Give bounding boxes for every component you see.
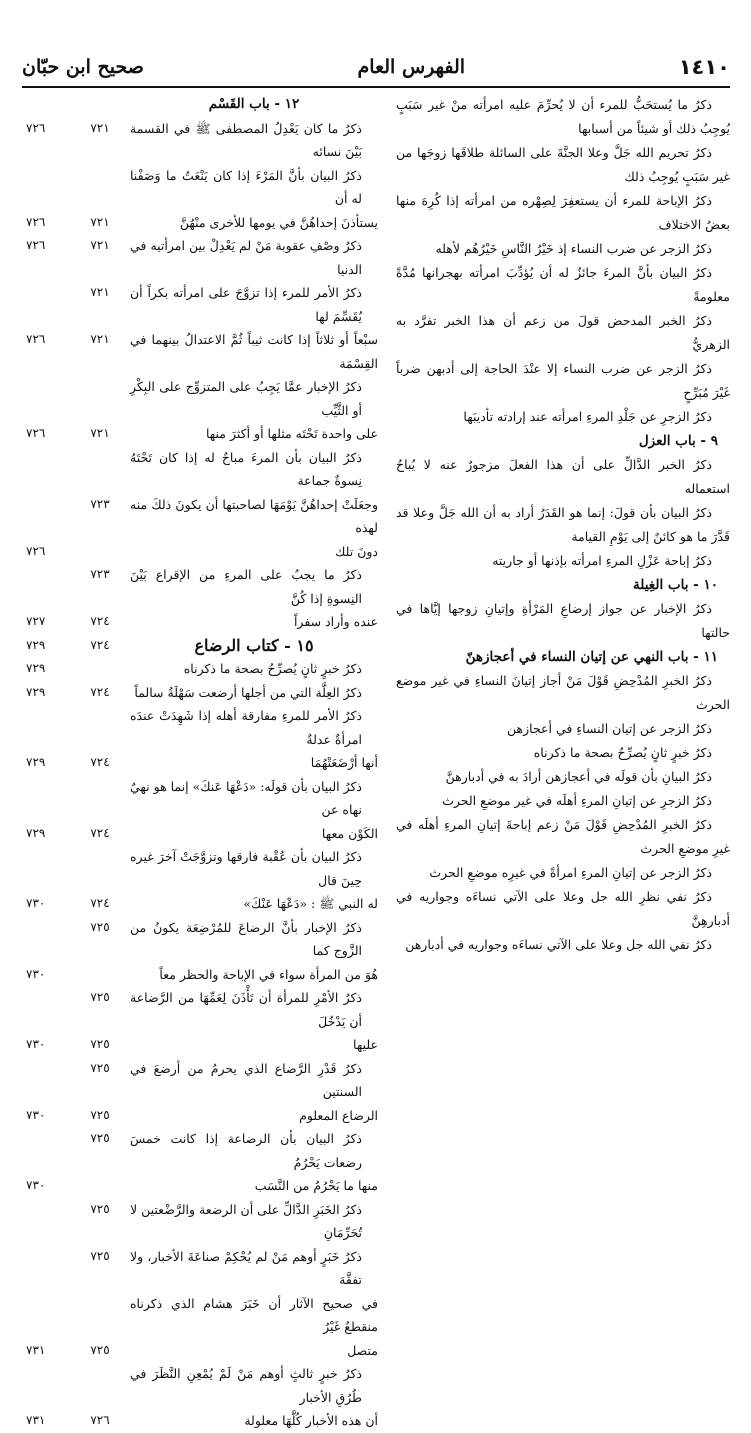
page-reference (26, 1127, 70, 1174)
page-reference: ٧٣٠ (26, 966, 46, 981)
index-entry (26, 1104, 378, 1128)
page-reference (26, 446, 70, 493)
index-entry: ذكرُ الزجرِ عن جَلْدِ المرءِ امرأته عند إرادته تأديبَها (463, 409, 712, 424)
hadith-number: ٧٢٥ (90, 1201, 110, 1216)
entry-text: ذكرُ الأمر للمرء إذا تزوَّجَ على امرأته بكراً أن يُقَسِّمَ لها (130, 285, 362, 324)
index-entry (26, 892, 378, 916)
index-entry: ذكرُ نفي الله جل وعلا على الآتي نساءَه وجواريه في أدبارهن (405, 937, 712, 952)
page-reference: ٧٢٦ (26, 426, 46, 440)
page-reference: ٧٢٦ (26, 543, 46, 558)
hadith-number: ٧٢١ (90, 120, 110, 135)
entry-text: ذكرُ البيان بأن قولَه: «دَعْهَا عَنكَ» إنما هو نهيٌ نهاه عن (130, 778, 362, 817)
chapter-heading: ١٠ - باب الغِيلة (633, 577, 718, 593)
hadith-number: ٧٢٤ (90, 637, 110, 652)
page-reference: ٧٢٦ (26, 332, 46, 346)
index-entry: ذكرُ البيانِ بأن قولَه في أعجازهن أرادَ به في أدبارهنَّ (445, 769, 712, 784)
hadith-number: ٧٢٥ (90, 1037, 110, 1051)
hadith-number (70, 963, 130, 987)
index-entry (26, 1409, 378, 1433)
hadith-number: ٧٢٦ (90, 1413, 110, 1427)
hadith-number: ٧٢٤ (90, 614, 110, 628)
section-title: الفهرس العام (357, 56, 466, 78)
entry-text: ذكرُ البيان بأن المرءَ مباحٌ له إذا كان تَحْتَهُ نِسوةٌ جماعة (130, 449, 362, 488)
index-entry (26, 845, 378, 892)
index-entry: ذكرُ الخبر المدحض قولَ من زعم أن هذا الخبر تفرَّد به الزهريُّ (396, 313, 730, 352)
hadith-number: ٧٢٣ (90, 567, 110, 581)
entry-text: متصل (347, 1342, 378, 1358)
page-reference (26, 704, 70, 751)
entry-text: ذكرُ العِلَّة التي من أجلها أرضعت سَهْلَةُ سالماً (134, 684, 362, 700)
entry-text: ذكرُ البيان بأنَّ المَرْءَ إذا كان يَنْعَتُ ما وَصَفْنا له أن (130, 167, 362, 206)
entry-text: ذكرُ قَدْرِ الرَّضاع الذي يحرمُ من أرضعَ في السنتين (130, 1060, 362, 1099)
hadith-number (70, 540, 130, 564)
entry-text: ذكرُ الإخبار بأنَّ الرضاعَ للمُرْضِعَة يكونُ من الزَّوج كما (130, 919, 362, 958)
entry-text: على واحدة تَحْتَه مثلها أو أكثرَ منها (205, 426, 378, 441)
index-entry (26, 1033, 378, 1057)
index-entry (26, 986, 378, 1033)
page-reference (26, 845, 70, 892)
page-reference (26, 93, 70, 117)
page-number: ١٤١٠ (678, 55, 730, 79)
index-entry (26, 1174, 378, 1198)
index-entry: ذكرُ الزجر عن إتيانِ المرءِ امرأةً في غيرِه موضعِ الحرث (429, 865, 712, 880)
index-entry (26, 164, 378, 211)
index-entry: ذكرُ الزجر عن ضرب النساء إذ خَيْرُ النَّاسِ خَيْرُهُم لأهله (435, 241, 712, 256)
chapter-heading (26, 93, 378, 117)
index-entry (26, 563, 378, 610)
page-reference: ٧٣٠ (26, 1178, 46, 1192)
entry-text: في صحيح الآثار أن خَبَرَ هشام الذي ذكرناه منقطعٌ غَيْرُ (130, 1295, 378, 1334)
page-reference (26, 493, 70, 540)
index-entry (26, 610, 378, 634)
page-reference (26, 916, 70, 963)
index-entry: ذكرُ تحريم الله جَلَّ وعلا الجنَّةَ على السائلة طلاقَها زوجَها من غير سَبَبٍ يُوجِبُ ذلك (396, 145, 730, 184)
index-entry: ذكرُ البيان بأنَّ المرءَ جائزٌ له أن يُؤدِّبَ امرأته بهجرانها مُدَّةً معلومةً (396, 265, 730, 304)
page-reference (26, 1362, 70, 1409)
page-reference (26, 1292, 70, 1339)
index-entry: ذكرُ إباحة عَزْلِ المرءِ امرأته بإذنها أو جاريته (492, 553, 712, 568)
entry-text: ذكرُ البيان بأن عُقْبة فارقها وتزوَّجَتْ آخرَ غيره حِينَ قال (130, 849, 362, 888)
index-entry (26, 1339, 378, 1363)
hadith-number: ٧٢٤ (90, 825, 110, 840)
page-reference: ٧٣٠ (26, 1037, 46, 1051)
index-entry: ذكرُ البيان بأن قولَ: إنما هو القَدَرُ أراد به أن الله جَلَّ وعلا قد قَدَّرَ ما هو كائنٌ إلى يَوْمِ القيامة (396, 505, 730, 544)
index-entry (26, 422, 378, 446)
page-reference: ٧٣١ (26, 1342, 46, 1357)
entry-text: ذكرُ البيان بأن الرضاعة إذا كانت خمسَ رضعات يَحْرُمُ (130, 1131, 362, 1170)
entry-text: ذكرُ خبرٍ ثالثٍ أوهم مَنْ لَمْ يُمْعِنِ النَّظَرَ في طُرُقِ الأخبار (130, 1366, 362, 1405)
hadith-number (70, 446, 130, 493)
hadith-number: ٧٢٥ (90, 990, 110, 1004)
chapter-heading: ١١ - باب النهي عن إتيان النساء في أعجازهنّ (465, 649, 718, 665)
page-reference: ٧٢٩ (26, 661, 46, 675)
entry-text: ١٥ - كتاب الرضاع (194, 635, 314, 655)
entry-text: هُوَ من المرأة سواء في الإباحة والحظر معاً (159, 966, 378, 982)
hadith-number (70, 775, 130, 822)
hadith-number: ٧٢٥ (90, 1107, 110, 1122)
hadith-number: ٧٢١ (90, 426, 110, 440)
hadith-number: ٧٢٣ (90, 496, 110, 511)
hadith-number: ٧٢١ (90, 285, 110, 299)
page-reference: ٧٢٩ (26, 637, 46, 652)
index-entry: ذكرُ الزجر عن إتيان النساءِ في أعجازهن (507, 721, 712, 736)
index-entry (26, 1362, 378, 1409)
index-entry (26, 963, 378, 987)
page-reference: ٧٣٠ (26, 1107, 46, 1122)
hadith-number: ٧٢١ (90, 332, 110, 346)
index-entry (26, 234, 378, 281)
hadith-number (70, 1174, 130, 1198)
index-entry (26, 117, 378, 164)
page-reference: ٧٣٠ (26, 896, 46, 910)
hadith-number (70, 375, 130, 422)
index-entry (26, 751, 378, 775)
index-entry: ذكرُ الإخبار عن جواز إرضاعِ المَرْأةِ وإتيانِ زوجها إيَّاها في حالتها (396, 601, 730, 640)
entry-text: ذكرُ الخَبَرِ الدَّالِّ على أن الرضعة والرَّضْعتين لا تُحَرِّمَانِ (130, 1201, 362, 1240)
page-reference (26, 164, 70, 211)
index-entry (26, 1198, 378, 1245)
index-entry (26, 493, 378, 540)
hadith-number: ٧٢٥ (90, 1131, 110, 1145)
hadith-number: ٧٢٥ (90, 1248, 110, 1263)
entry-text: دونَ تلك (335, 543, 378, 559)
hadith-number (70, 845, 130, 892)
hadith-number (70, 657, 130, 681)
index-column-left (26, 93, 378, 1428)
entry-text: الكَوْن معها (321, 825, 378, 841)
index-entry: ذكرُ الخبرِ المُدْحِضِ قَوْلَ مَنْ زعم إباحةَ إتيانِ المرءِ أهلَه في غيرِ موضعِ الحرث (396, 817, 730, 856)
page-reference (26, 775, 70, 822)
hadith-number: ٧٢١ (90, 238, 110, 252)
index-entry: ذكرُ الزجر عن ضرب النساء إلا عنْدَ الحاجة إلى أدبهن ضرباً غَيْرَ مُبَرِّحٍ (396, 361, 730, 400)
index-entry (26, 1057, 378, 1104)
page-reference: ٧٢٦ (26, 214, 46, 229)
index-entry (26, 916, 378, 963)
page-reference (26, 281, 70, 328)
hadith-number: ٧٢٥ (90, 1342, 110, 1357)
book-title: صحيح ابن حبّان (22, 56, 144, 78)
entry-text: ذكرُ ما كان يَعْدِلُ المصطفى ﷺ في القسمة بَيْنَ نسائه (130, 120, 362, 159)
index-entry: ذكرُ الإباحة للمرء أن يستعفِرَ لِصِهْره من امرأته إذا كُرِهَ منها بعضُ الاختلاف (396, 193, 730, 232)
page-reference (26, 986, 70, 1033)
entry-text: له النبي ﷺ : «دَعْهَا عَنْكَ» (243, 896, 378, 911)
page-reference: ٧٢٩ (26, 684, 46, 699)
hadith-number: ٧٢٤ (90, 684, 110, 699)
page-reference (26, 563, 70, 610)
chapter-heading: ٩ - باب العزل (638, 433, 718, 449)
page-reference: ٧٢٦ (26, 120, 46, 135)
index-entry (26, 681, 378, 705)
hadith-number (70, 93, 130, 117)
index-entry (26, 540, 378, 564)
book-heading (26, 634, 378, 658)
index-entry (26, 375, 378, 422)
index-entry (26, 1245, 378, 1292)
index-entry (26, 328, 378, 375)
page-reference (26, 1245, 70, 1292)
index-entry (26, 1292, 378, 1339)
page-reference: ٧٢٩ (26, 825, 46, 840)
hadith-number (70, 1362, 130, 1409)
hadith-number: ٧٢٥ (90, 919, 110, 934)
entry-text: ١٢ - باب القَسْم (208, 96, 300, 112)
page-reference: ٧٢٧ (26, 614, 46, 628)
entry-text: عليها (353, 1037, 378, 1052)
entry-text: الرضاع المعلوم (299, 1107, 378, 1123)
page-reference (26, 375, 70, 422)
index-entry: ذكرُ خبرٍ ثانٍ يُصرِّحُ بصحة ما ذكرناه (533, 745, 712, 760)
page-reference (26, 1057, 70, 1104)
entry-text: وجعَلَتْ إحداهُنَّ يَوْمَهَا لصاحبتها أن يكونَ ذلكَ منه لهذه (130, 496, 378, 535)
index-entry: ذكرُ نفي نظرِ الله جل وعلا على الآتي نساءَه وجواريه في أدبارهِنَّ (396, 889, 730, 928)
page-header (22, 50, 730, 84)
index-entry (26, 281, 378, 328)
header-rule (22, 86, 730, 88)
index-entry: ذكرُ ما يُستحَبُّ للمرء أن لا يُحرِّمَ عليه امرأته منْ غير سَبَبٍ يُوجِبُ ذلك أو شيئاً من أسبابها (396, 97, 730, 136)
entry-text: ذكرُ خَبَرٍ أوهم مَنْ لم يُحْكِمْ صناعَةَ الأخبار، ولا تفقَّهَ (130, 1248, 362, 1287)
hadith-number: ٧٢٥ (90, 1060, 110, 1075)
hadith-number: ٧٢٤ (90, 755, 110, 769)
entry-text: أن هذه الأخبار كُلَّهَا معلولة (244, 1413, 378, 1428)
entry-text: يستأذنَ إحداهُنَّ في يومها للأخرى منْهُنَّ (179, 214, 378, 230)
hadith-number (70, 1292, 130, 1339)
entry-text: ذكرُ وصْفِ عقوبة مَنْ لم يَعْدِلْ بين امرأتيه في الدنيا (130, 238, 362, 277)
entry-text: ذكرُ الأمر للمرءِ مفارقة أهله إذا شَهِدَتْ عندَه امرأةٌ عدلةٌ (130, 708, 362, 747)
entry-text: سبْعاً أو ثلاثاً إذا كانت ثيباً ثُمَّ الاعتدالُ بينهما في القِسْمَة (130, 332, 378, 371)
hadith-number (70, 704, 130, 751)
index-entry (26, 822, 378, 846)
entry-text: منها ما يَحْرُمُ من النَّسَب (254, 1178, 378, 1193)
entry-text: ذكرُ ما يجبُ على المرءِ من الإقراع بَيْنَ النِسوةِ إذا كُنَّ (130, 567, 362, 606)
page-reference: ٧٢٦ (26, 238, 46, 252)
entry-text: ذكرُ الأمْرِ للمرأة أن تَأْذَنَ لِعَمِّهَا من الرَّضاعة أن يَدْخُلَ (130, 990, 362, 1029)
index-entry (26, 775, 378, 822)
hadith-number (70, 164, 130, 211)
index-column-right (396, 93, 730, 1098)
entry-text: عنده وأراد سفراً (293, 614, 378, 629)
page-reference: ٧٢٩ (26, 755, 46, 769)
index-entry: ذكرُ الخبر الدَّالِّ على أن هذا الفعلَ مزجورٌ عنه لا يُباحُ استعماله (396, 457, 730, 496)
page-reference (26, 1198, 70, 1245)
index-entry: ذكرُ الخبرِ المُدْحِضِ قَوْلَ مَنْ أجاز إتيانَ النساءِ في غير موضع الحرث (396, 673, 730, 712)
page-reference: ٧٣١ (26, 1413, 46, 1427)
entry-text: ذكرُ الإخبار عمَّا يَجِبُ على المتزوِّج على البِكْرِ أو الثَّيِّب (130, 379, 362, 418)
entry-text: أنها أرْضَعَتْهُمَا (310, 755, 378, 770)
index-entry (26, 446, 378, 493)
index-entry (26, 1127, 378, 1174)
hadith-number: ٧٢٤ (90, 896, 110, 910)
entry-text: ذكرُ خبرٍ ثانٍ يُصرِّحُ بصحة ما ذكرناه (183, 661, 362, 676)
index-entry: ذكرُ الزجرِ عن إتيانِ المرءِ أهلَه في غير موضعِ الحرث (442, 793, 712, 808)
index-entry (26, 704, 378, 751)
index-entry (26, 657, 378, 681)
index-entry (26, 211, 378, 235)
hadith-number: ٧٢١ (90, 214, 110, 229)
